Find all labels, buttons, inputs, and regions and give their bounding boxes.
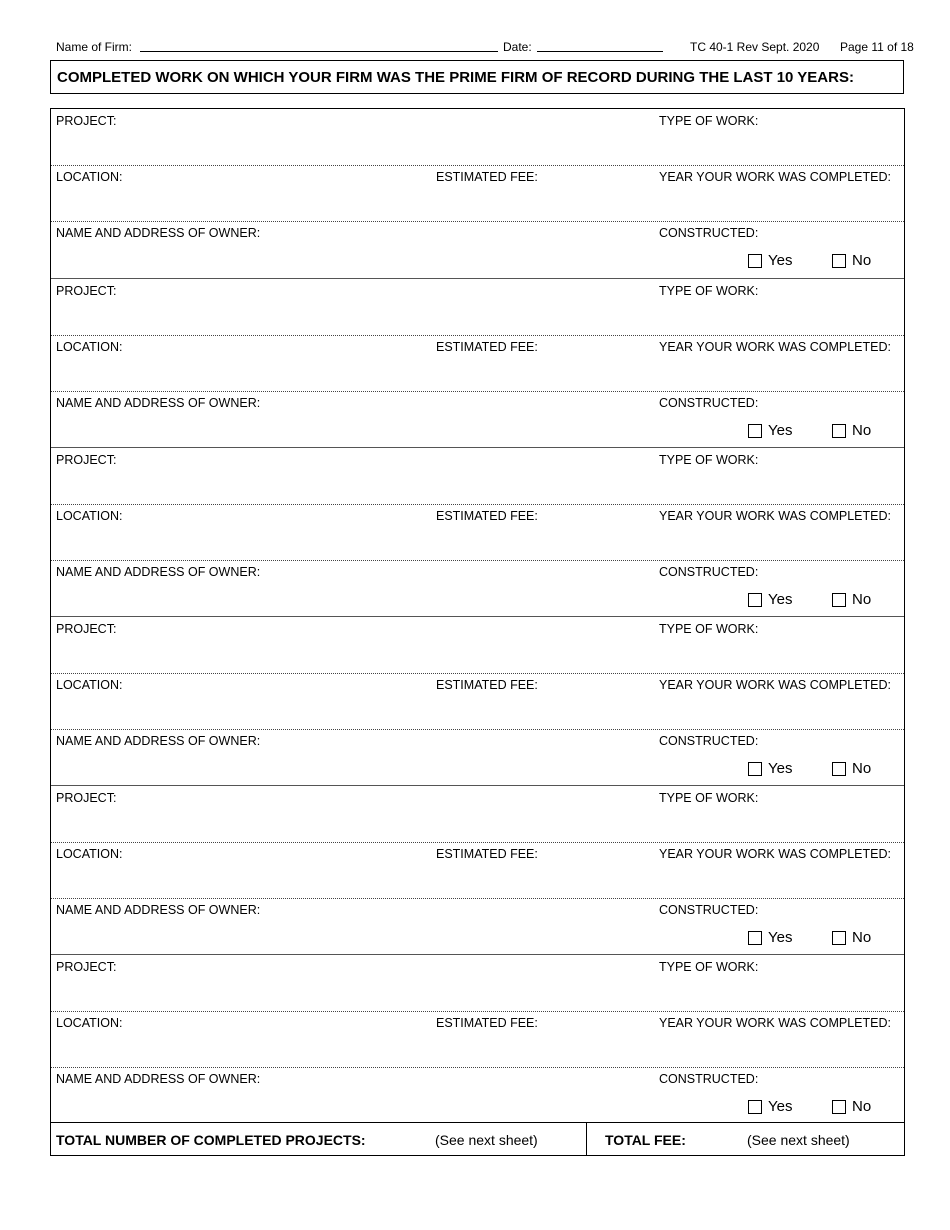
- yes-label: Yes: [768, 422, 793, 439]
- year-completed-label: YEAR YOUR WORK WAS COMPLETED:: [659, 1016, 891, 1030]
- project-label: PROJECT:: [56, 453, 117, 467]
- estimated-fee-label: ESTIMATED FEE:: [436, 340, 538, 354]
- location-row[interactable]: [51, 504, 904, 561]
- constructed-label: CONSTRUCTED:: [659, 1072, 759, 1086]
- year-completed-label: YEAR YOUR WORK WAS COMPLETED:: [659, 170, 891, 184]
- constructed-yes-checkbox[interactable]: [748, 929, 792, 946]
- project-entry: [51, 616, 904, 786]
- owner-row[interactable]: [51, 1067, 904, 1123]
- no-label: No: [852, 760, 872, 777]
- owner-label: NAME AND ADDRESS OF OWNER:: [56, 903, 261, 917]
- location-row[interactable]: [51, 842, 904, 899]
- section-title: COMPLETED WORK ON WHICH YOUR FIRM WAS THE PRIME FIRM OF RECORD DURING THE LAST 10 YEARS:: [50, 60, 904, 94]
- checkbox-square-icon: [748, 254, 762, 268]
- checkbox-square-icon: [748, 424, 762, 438]
- checkbox-square-icon: [832, 1100, 846, 1114]
- checkbox-square-icon: [832, 424, 846, 438]
- owner-label: NAME AND ADDRESS OF OWNER:: [56, 734, 261, 748]
- owner-row[interactable]: [51, 560, 904, 616]
- project-label: PROJECT:: [56, 791, 117, 805]
- location-label: LOCATION:: [56, 340, 123, 354]
- total-projects-label: TOTAL NUMBER OF COMPLETED PROJECTS:: [56, 1132, 366, 1148]
- location-row[interactable]: [51, 1011, 904, 1068]
- no-label: No: [852, 252, 872, 269]
- constructed-label: CONSTRUCTED:: [659, 734, 759, 748]
- year-completed-label: YEAR YOUR WORK WAS COMPLETED:: [659, 678, 891, 692]
- constructed-no-checkbox[interactable]: [832, 422, 871, 439]
- checkbox-square-icon: [748, 931, 762, 945]
- constructed-yes-checkbox[interactable]: [748, 252, 792, 269]
- location-label: LOCATION:: [56, 1016, 123, 1030]
- constructed-no-checkbox[interactable]: [832, 591, 871, 608]
- constructed-no-checkbox[interactable]: [832, 929, 871, 946]
- no-label: No: [852, 1098, 872, 1115]
- project-entry: [51, 278, 904, 448]
- date-field[interactable]: [537, 51, 663, 52]
- yes-label: Yes: [768, 929, 793, 946]
- estimated-fee-label: ESTIMATED FEE:: [436, 170, 538, 184]
- checkbox-square-icon: [832, 931, 846, 945]
- type-of-work-label: TYPE OF WORK:: [659, 284, 759, 298]
- owner-row[interactable]: [51, 391, 904, 447]
- location-label: LOCATION:: [56, 170, 123, 184]
- location-row[interactable]: [51, 335, 904, 392]
- checkbox-square-icon: [748, 593, 762, 607]
- constructed-label: CONSTRUCTED:: [659, 226, 759, 240]
- estimated-fee-label: ESTIMATED FEE:: [436, 1016, 538, 1030]
- year-completed-label: YEAR YOUR WORK WAS COMPLETED:: [659, 847, 891, 861]
- owner-label: NAME AND ADDRESS OF OWNER:: [56, 565, 261, 579]
- checkbox-square-icon: [832, 762, 846, 776]
- project-row[interactable]: [51, 617, 904, 674]
- location-row[interactable]: [51, 165, 904, 222]
- year-completed-label: YEAR YOUR WORK WAS COMPLETED:: [659, 509, 891, 523]
- projects-table: [50, 108, 905, 1156]
- project-label: PROJECT:: [56, 284, 117, 298]
- location-label: LOCATION:: [56, 509, 123, 523]
- yes-label: Yes: [768, 760, 793, 777]
- name-of-firm-label: Name of Firm:: [56, 40, 133, 54]
- project-row[interactable]: [51, 109, 904, 166]
- constructed-yes-checkbox[interactable]: [748, 760, 792, 777]
- constructed-yes-checkbox[interactable]: [748, 591, 792, 608]
- no-label: No: [852, 422, 872, 439]
- owner-row[interactable]: [51, 221, 904, 277]
- project-label: PROJECT:: [56, 622, 117, 636]
- type-of-work-label: TYPE OF WORK:: [659, 791, 759, 805]
- totals-row: [51, 1122, 904, 1156]
- owner-label: NAME AND ADDRESS OF OWNER:: [56, 396, 261, 410]
- constructed-label: CONSTRUCTED:: [659, 903, 759, 917]
- year-completed-label: YEAR YOUR WORK WAS COMPLETED:: [659, 340, 891, 354]
- checkbox-square-icon: [748, 762, 762, 776]
- no-label: No: [852, 929, 872, 946]
- checkbox-square-icon: [832, 593, 846, 607]
- constructed-label: CONSTRUCTED:: [659, 396, 759, 410]
- constructed-no-checkbox[interactable]: [832, 760, 871, 777]
- project-row[interactable]: [51, 786, 904, 843]
- estimated-fee-label: ESTIMATED FEE:: [436, 509, 538, 523]
- type-of-work-label: TYPE OF WORK:: [659, 453, 759, 467]
- location-label: LOCATION:: [56, 678, 123, 692]
- constructed-yes-checkbox[interactable]: [748, 422, 792, 439]
- owner-row[interactable]: [51, 898, 904, 954]
- total-fee-label: TOTAL FEE:: [605, 1132, 686, 1148]
- project-row[interactable]: [51, 448, 904, 505]
- checkbox-square-icon: [832, 254, 846, 268]
- page-number: Page 11 of 18: [840, 40, 914, 54]
- total-fee-value[interactable]: (See next sheet): [747, 1132, 850, 1148]
- project-row[interactable]: [51, 279, 904, 336]
- type-of-work-label: TYPE OF WORK:: [659, 622, 759, 636]
- project-label: PROJECT:: [56, 960, 117, 974]
- location-row[interactable]: [51, 673, 904, 730]
- totals-divider: [586, 1123, 587, 1156]
- project-entry: [51, 954, 904, 1124]
- project-entry: [51, 109, 904, 278]
- owner-row[interactable]: [51, 729, 904, 785]
- owner-label: NAME AND ADDRESS OF OWNER:: [56, 1072, 261, 1086]
- name-of-firm-field[interactable]: [140, 51, 498, 52]
- yes-label: Yes: [768, 252, 793, 269]
- estimated-fee-label: ESTIMATED FEE:: [436, 678, 538, 692]
- yes-label: Yes: [768, 591, 793, 608]
- location-label: LOCATION:: [56, 847, 123, 861]
- yes-label: Yes: [768, 1098, 793, 1115]
- no-label: No: [852, 591, 872, 608]
- constructed-no-checkbox[interactable]: [832, 252, 871, 269]
- checkbox-square-icon: [748, 1100, 762, 1114]
- project-entry: [51, 447, 904, 617]
- project-row[interactable]: [51, 955, 904, 1012]
- total-projects-value[interactable]: (See next sheet): [435, 1132, 538, 1148]
- form-id: TC 40-1 Rev Sept. 2020: [690, 40, 820, 54]
- project-entry: [51, 785, 904, 955]
- type-of-work-label: TYPE OF WORK:: [659, 960, 759, 974]
- type-of-work-label: TYPE OF WORK:: [659, 114, 759, 128]
- date-label: Date:: [503, 40, 532, 54]
- constructed-no-checkbox[interactable]: [832, 1098, 871, 1115]
- constructed-label: CONSTRUCTED:: [659, 565, 759, 579]
- estimated-fee-label: ESTIMATED FEE:: [436, 847, 538, 861]
- constructed-yes-checkbox[interactable]: [748, 1098, 792, 1115]
- owner-label: NAME AND ADDRESS OF OWNER:: [56, 226, 261, 240]
- project-label: PROJECT:: [56, 114, 117, 128]
